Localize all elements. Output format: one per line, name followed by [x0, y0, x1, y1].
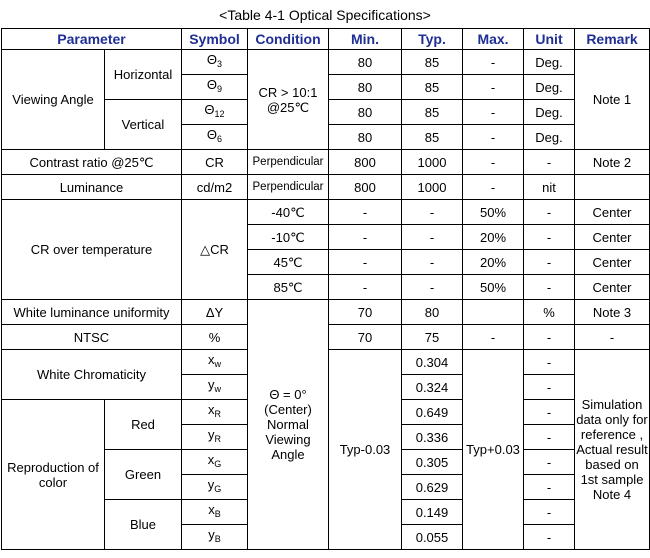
symbol-cell: $x_B$	[182, 500, 248, 525]
min-cell: 800	[329, 150, 402, 175]
unit-cell: -	[524, 475, 575, 500]
symbol-cell: $\Theta_3$	[182, 50, 248, 75]
min-cell: 800	[329, 175, 402, 200]
color-group-green: Green	[105, 450, 182, 500]
unit-cell: -	[524, 275, 575, 300]
unit-cell: -	[524, 525, 575, 550]
remark-cell: Center	[575, 200, 650, 225]
typ-cell: -	[402, 250, 463, 275]
typ-cell: 0.304	[402, 350, 463, 375]
symbol-cell: $x_G$	[182, 450, 248, 475]
chromaticity-max: Typ+0.03	[463, 350, 524, 550]
unit-cell: Deg.	[524, 100, 575, 125]
max-cell: -	[463, 50, 524, 75]
min-cell: 80	[329, 100, 402, 125]
unit-cell: -	[524, 325, 575, 350]
table-row	[2, 175, 650, 200]
symbol-cell: △CR	[182, 200, 248, 300]
unit-cell: Deg.	[524, 125, 575, 150]
max-cell: -	[463, 175, 524, 200]
typ-cell: 1000	[402, 150, 463, 175]
typ-cell: 0.649	[402, 400, 463, 425]
symbol-cell: $\Theta_{12}$	[182, 100, 248, 125]
condition-cell: Perpendicular	[248, 150, 329, 175]
unit-cell: -	[524, 450, 575, 475]
typ-cell: 80	[402, 300, 463, 325]
min-cell: 70	[329, 300, 402, 325]
symbol-cell: ΔY	[182, 300, 248, 325]
table-row	[2, 200, 650, 225]
unit-cell: -	[524, 225, 575, 250]
symbol-cell: $x_w$	[182, 350, 248, 375]
remark-cell: Center	[575, 225, 650, 250]
header-unit: Unit	[524, 29, 575, 50]
typ-cell: 85	[402, 75, 463, 100]
min-cell: -	[329, 275, 402, 300]
min-cell: 80	[329, 75, 402, 100]
max-cell: -	[463, 325, 524, 350]
symbol-cell: CR	[182, 150, 248, 175]
header-typ: Typ.	[402, 29, 463, 50]
unit-cell: -	[524, 375, 575, 400]
chromaticity-condition: Θ = 0° (Center) Normal Viewing Angle	[248, 300, 329, 550]
typ-cell: 0.055	[402, 525, 463, 550]
symbol-cell: $y_w$	[182, 375, 248, 400]
remark-cell: Note 2	[575, 150, 650, 175]
typ-cell: 75	[402, 325, 463, 350]
symbol-cell: $y_B$	[182, 525, 248, 550]
color-group-red: Red	[105, 400, 182, 450]
condition-cell: -10℃	[248, 225, 329, 250]
symbol-cell: $x_R$	[182, 400, 248, 425]
typ-cell: -	[402, 225, 463, 250]
min-cell: 70	[329, 325, 402, 350]
header-condition: Condition	[248, 29, 329, 50]
typ-cell: -	[402, 200, 463, 225]
symbol-cell: $y_G$	[182, 475, 248, 500]
min-cell: -	[329, 200, 402, 225]
table-row	[2, 50, 650, 75]
header-max: Max.	[463, 29, 524, 50]
min-cell: 80	[329, 125, 402, 150]
param-cell: Contrast ratio @25℃	[2, 150, 182, 175]
unit-cell: Deg.	[524, 50, 575, 75]
unit-cell: %	[524, 300, 575, 325]
unit-cell: -	[524, 150, 575, 175]
symbol-cell: %	[182, 325, 248, 350]
viewing-condition: CR > 10:1 @25℃	[248, 50, 329, 150]
typ-cell: 85	[402, 100, 463, 125]
unit-cell: -	[524, 425, 575, 450]
max-cell: -	[463, 150, 524, 175]
param-cell: CR over temperature	[2, 200, 182, 300]
chromaticity-remark: Simulation data only for reference , Actual result based on 1st sample Note 4	[575, 350, 650, 550]
typ-cell: -	[402, 275, 463, 300]
condition-cell: Perpendicular	[248, 175, 329, 200]
header-parameter: Parameter	[2, 29, 182, 50]
remark-cell: -	[575, 325, 650, 350]
color-group-blue: Blue	[105, 500, 182, 550]
typ-cell: 0.324	[402, 375, 463, 400]
condition-cell: 45℃	[248, 250, 329, 275]
max-cell: -	[463, 75, 524, 100]
max-cell: 20%	[463, 225, 524, 250]
unit-cell: -	[524, 250, 575, 275]
typ-cell: 85	[402, 50, 463, 75]
remark-cell	[575, 175, 650, 200]
max-cell: 50%	[463, 275, 524, 300]
condition-cell: -40℃	[248, 200, 329, 225]
unit-cell: -	[524, 400, 575, 425]
min-cell: -	[329, 250, 402, 275]
unit-cell: -	[524, 350, 575, 375]
typ-cell: 0.336	[402, 425, 463, 450]
unit-cell: -	[524, 200, 575, 225]
table-caption: <Table 4-1 Optical Specifications>	[219, 7, 431, 23]
header-row	[2, 29, 650, 50]
param-cell: Luminance	[2, 175, 182, 200]
symbol-cell: cd/m2	[182, 175, 248, 200]
table-row	[2, 150, 650, 175]
typ-cell: 1000	[402, 175, 463, 200]
chromaticity-min: Typ-0.03	[329, 350, 402, 550]
min-cell: -	[329, 225, 402, 250]
max-cell: 20%	[463, 250, 524, 275]
condition-cell: 85℃	[248, 275, 329, 300]
reproduction-label: Reproduction of color	[2, 400, 105, 550]
optical-spec-table	[1, 28, 650, 550]
symbol-cell: $\Theta_9$	[182, 75, 248, 100]
min-cell: 80	[329, 50, 402, 75]
header-symbol: Symbol	[182, 29, 248, 50]
remark-cell: Note 3	[575, 300, 650, 325]
header-remark: Remark	[575, 29, 650, 50]
param-cell: White luminance uniformity	[2, 300, 182, 325]
param-cell: NTSC	[2, 325, 182, 350]
vertical-label: Vertical	[105, 100, 182, 150]
max-cell: 50%	[463, 200, 524, 225]
viewing-angle-label: Viewing Angle	[2, 50, 105, 150]
unit-cell: Deg.	[524, 75, 575, 100]
unit-cell: -	[524, 500, 575, 525]
typ-cell: 0.629	[402, 475, 463, 500]
typ-cell: 85	[402, 125, 463, 150]
symbol-cell: $\Theta_6$	[182, 125, 248, 150]
viewing-remark: Note 1	[575, 50, 650, 150]
table-row	[2, 300, 650, 325]
typ-cell: 0.149	[402, 500, 463, 525]
remark-cell: Center	[575, 275, 650, 300]
typ-cell: 0.305	[402, 450, 463, 475]
max-cell	[463, 300, 524, 325]
horizontal-label: Horizontal	[105, 50, 182, 100]
max-cell: -	[463, 125, 524, 150]
max-cell: -	[463, 100, 524, 125]
unit-cell: nit	[524, 175, 575, 200]
symbol-cell: $y_R$	[182, 425, 248, 450]
header-min: Min.	[329, 29, 402, 50]
remark-cell: Center	[575, 250, 650, 275]
param-cell: White Chromaticity	[2, 350, 182, 400]
